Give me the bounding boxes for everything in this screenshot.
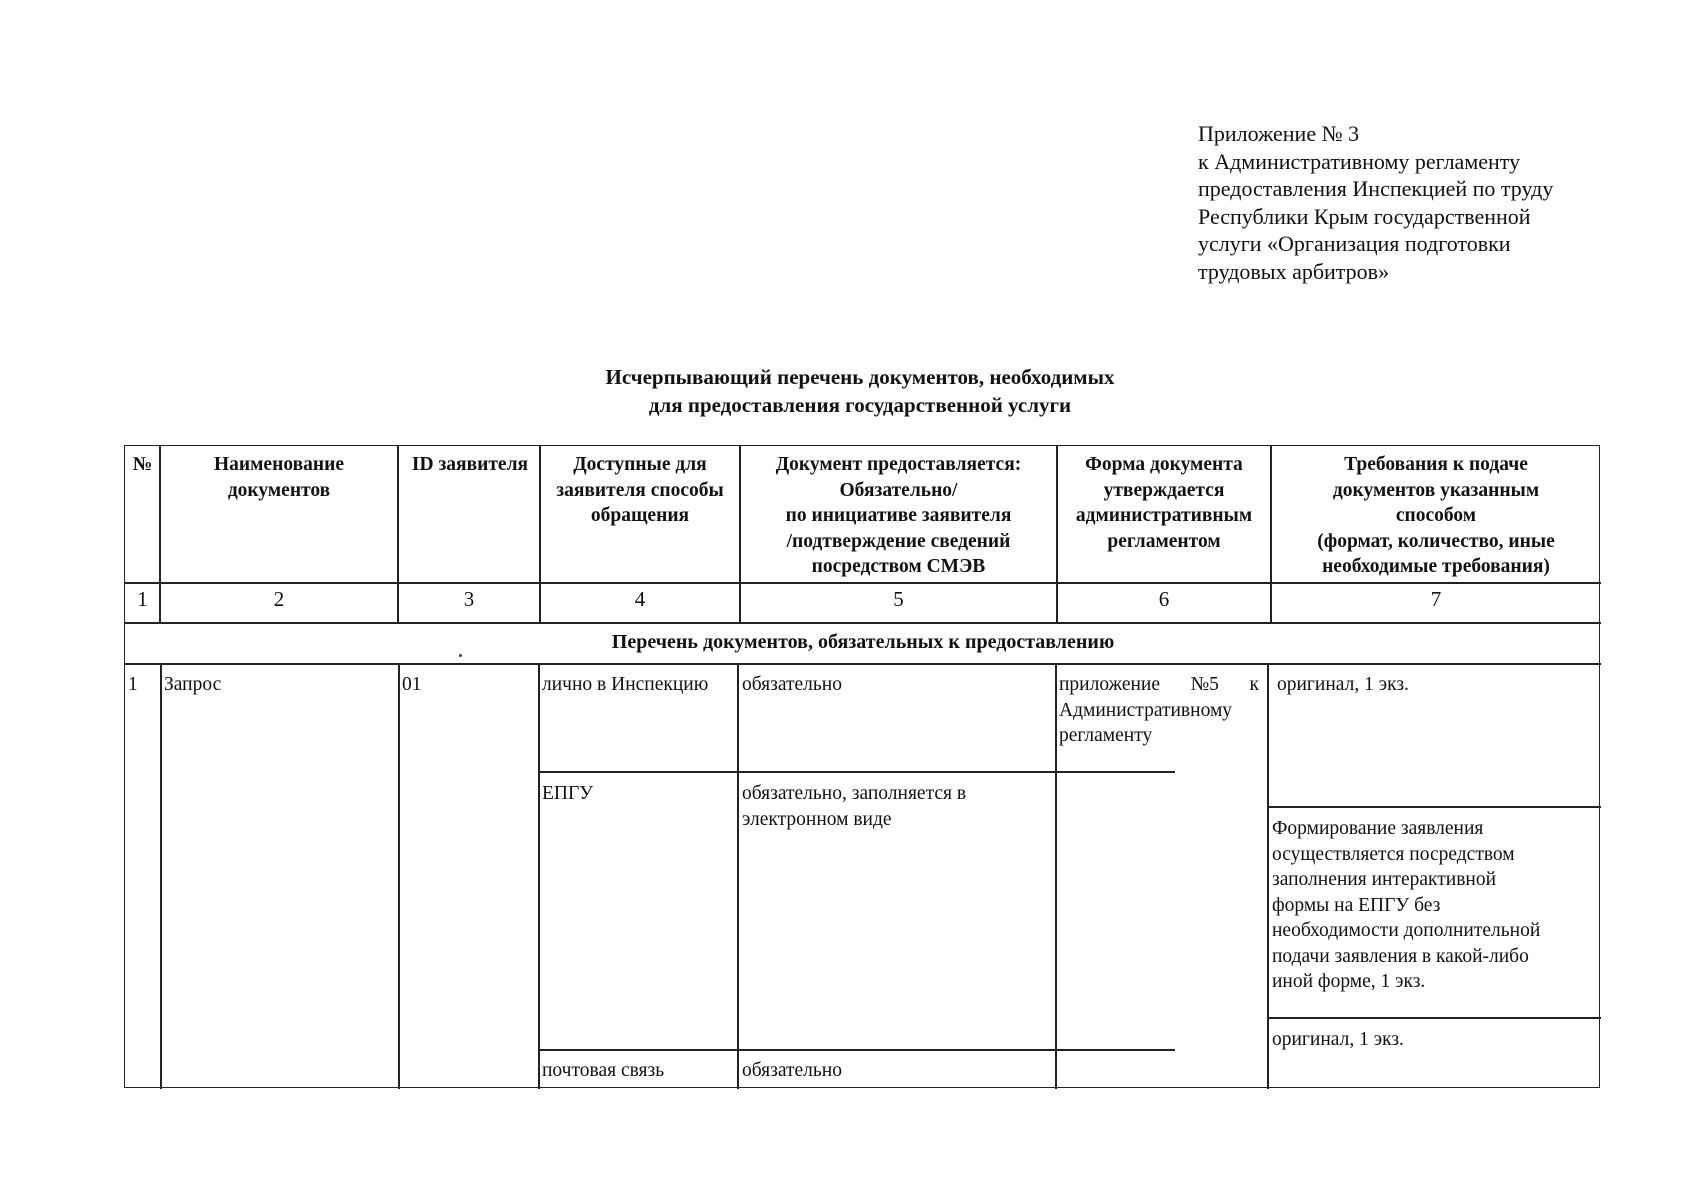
- appendix-line: к Административному регламенту: [1198, 148, 1521, 174]
- header-text: Документ предоставляется:: [775, 454, 1022, 475]
- method-epgu: [539, 773, 737, 1049]
- requirement-text: оригинал, 1 экз.: [1272, 1029, 1404, 1050]
- form-word: приложение: [1059, 674, 1161, 695]
- document-form: [1056, 664, 1267, 1089]
- requirement-in-person: [1269, 664, 1601, 806]
- header-text: /подтверждение сведений: [786, 530, 1011, 552]
- title-line-1: Исчерпывающий перечень документов, необходимых: [605, 365, 1115, 389]
- column-number: [740, 583, 1057, 622]
- header-text: заявителя способы: [556, 479, 724, 501]
- header-text: ID заявителя: [411, 454, 529, 475]
- provided-text: обязательно: [742, 1060, 842, 1081]
- header-text: Наименование: [214, 454, 344, 475]
- provided-text: электронном виде: [742, 808, 892, 830]
- header-text: Требования к подаче: [1344, 454, 1528, 475]
- method-text: лично в Инспекцию: [542, 674, 709, 695]
- document-title: [400, 363, 1320, 419]
- header-number: [125, 446, 160, 582]
- method-in-person: [539, 664, 737, 771]
- header-text: документов указанным: [1332, 479, 1540, 501]
- appendix-line: предоставления Инспекцией по труду: [1198, 176, 1554, 201]
- header-text: посредством СМЭВ: [811, 556, 986, 577]
- header-text: №: [132, 454, 153, 475]
- header-provided: [740, 446, 1057, 582]
- requirement-text: Формирование заявления: [1272, 818, 1484, 839]
- applicant-id-text: 01: [402, 674, 422, 695]
- column-number: [1271, 583, 1601, 622]
- requirement-text: оригинал, 1 экз.: [1277, 674, 1409, 695]
- column-number: [125, 583, 160, 622]
- appendix-line: трудовых арбитров»: [1198, 258, 1390, 284]
- document-name-text: Запрос: [164, 674, 222, 695]
- header-methods: [540, 446, 740, 582]
- form-word: №5: [1190, 674, 1219, 695]
- requirement-text: формы на ЕПГУ без: [1272, 894, 1441, 916]
- column-number-text: 3: [463, 587, 475, 611]
- header-applicant-id: [398, 446, 540, 582]
- requirement-text: осуществляется посредством: [1272, 843, 1515, 865]
- table-rule: [398, 663, 400, 1089]
- requirement-post: [1269, 1019, 1601, 1089]
- header-text: по инициативе заявителя: [785, 505, 1012, 526]
- column-number-text: 7: [1430, 587, 1442, 611]
- section-title: Перечень документов, обязательных к предоставлению: [611, 631, 1115, 653]
- header-text: обращения: [590, 505, 690, 526]
- method-text: ЕПГУ: [542, 783, 594, 804]
- column-number: [398, 583, 540, 622]
- provided-text: обязательно: [742, 674, 842, 695]
- row-number: [125, 664, 160, 724]
- header-text: способом: [1395, 505, 1477, 526]
- header-text: утверждается: [1103, 479, 1225, 501]
- method-text: почтовая связь: [542, 1060, 665, 1081]
- column-number: [1057, 583, 1271, 622]
- form-first-line: [1059, 672, 1259, 698]
- header-document-name: [160, 446, 398, 582]
- appendix-line: Республики Крым государственной: [1198, 203, 1531, 229]
- requirement-text: необходимости дополнительной: [1272, 920, 1541, 941]
- header-text: регламентом: [1107, 530, 1221, 552]
- appendix-note: [1198, 120, 1618, 285]
- title-line-2: для предоставления государственной услуги: [648, 393, 1072, 417]
- column-number-text: 4: [634, 587, 646, 611]
- header-form: [1057, 446, 1271, 582]
- header-requirements: [1271, 446, 1601, 582]
- row-number-text: 1: [128, 674, 138, 695]
- requirement-text: подачи заявления в какой-либо: [1272, 945, 1529, 967]
- header-text: Форма документа: [1085, 454, 1243, 475]
- header-text: (формат, количество, иные: [1317, 530, 1555, 552]
- document-name: [161, 664, 398, 724]
- requirement-epgu: [1269, 808, 1601, 1017]
- requirement-text: заполнения интерактивной: [1272, 869, 1497, 890]
- provided-text: обязательно, заполняется в: [742, 783, 967, 804]
- provided-post: [739, 1051, 1055, 1089]
- column-number-text: 6: [1158, 587, 1170, 611]
- appendix-line: Приложение № 3: [1198, 121, 1360, 146]
- form-word: к: [1249, 674, 1259, 695]
- form-text: регламенту: [1059, 725, 1153, 746]
- table-rule: [160, 663, 162, 1089]
- requirement-text: иной форме, 1 экз.: [1272, 971, 1426, 992]
- column-number-text: 2: [273, 587, 285, 611]
- column-number-text: 1: [137, 587, 148, 611]
- appendix-line: услуги «Организация подготовки: [1198, 231, 1511, 256]
- applicant-id: [399, 664, 538, 724]
- header-text: Обязательно/: [839, 479, 958, 501]
- column-number: [160, 583, 398, 622]
- method-post: [539, 1051, 737, 1089]
- form-text: Административному: [1059, 699, 1233, 721]
- header-text: документов: [227, 479, 331, 501]
- header-text: административным: [1075, 505, 1253, 526]
- provided-epgu: [739, 773, 1055, 1049]
- provided-in-person: [739, 664, 1055, 771]
- documents-table: [124, 445, 1600, 1088]
- header-text: Доступные для: [573, 454, 707, 475]
- header-text: необходимые требования): [1322, 556, 1550, 577]
- column-number: [540, 583, 740, 622]
- column-number-text: 5: [893, 587, 904, 611]
- scan-speck: [459, 654, 462, 657]
